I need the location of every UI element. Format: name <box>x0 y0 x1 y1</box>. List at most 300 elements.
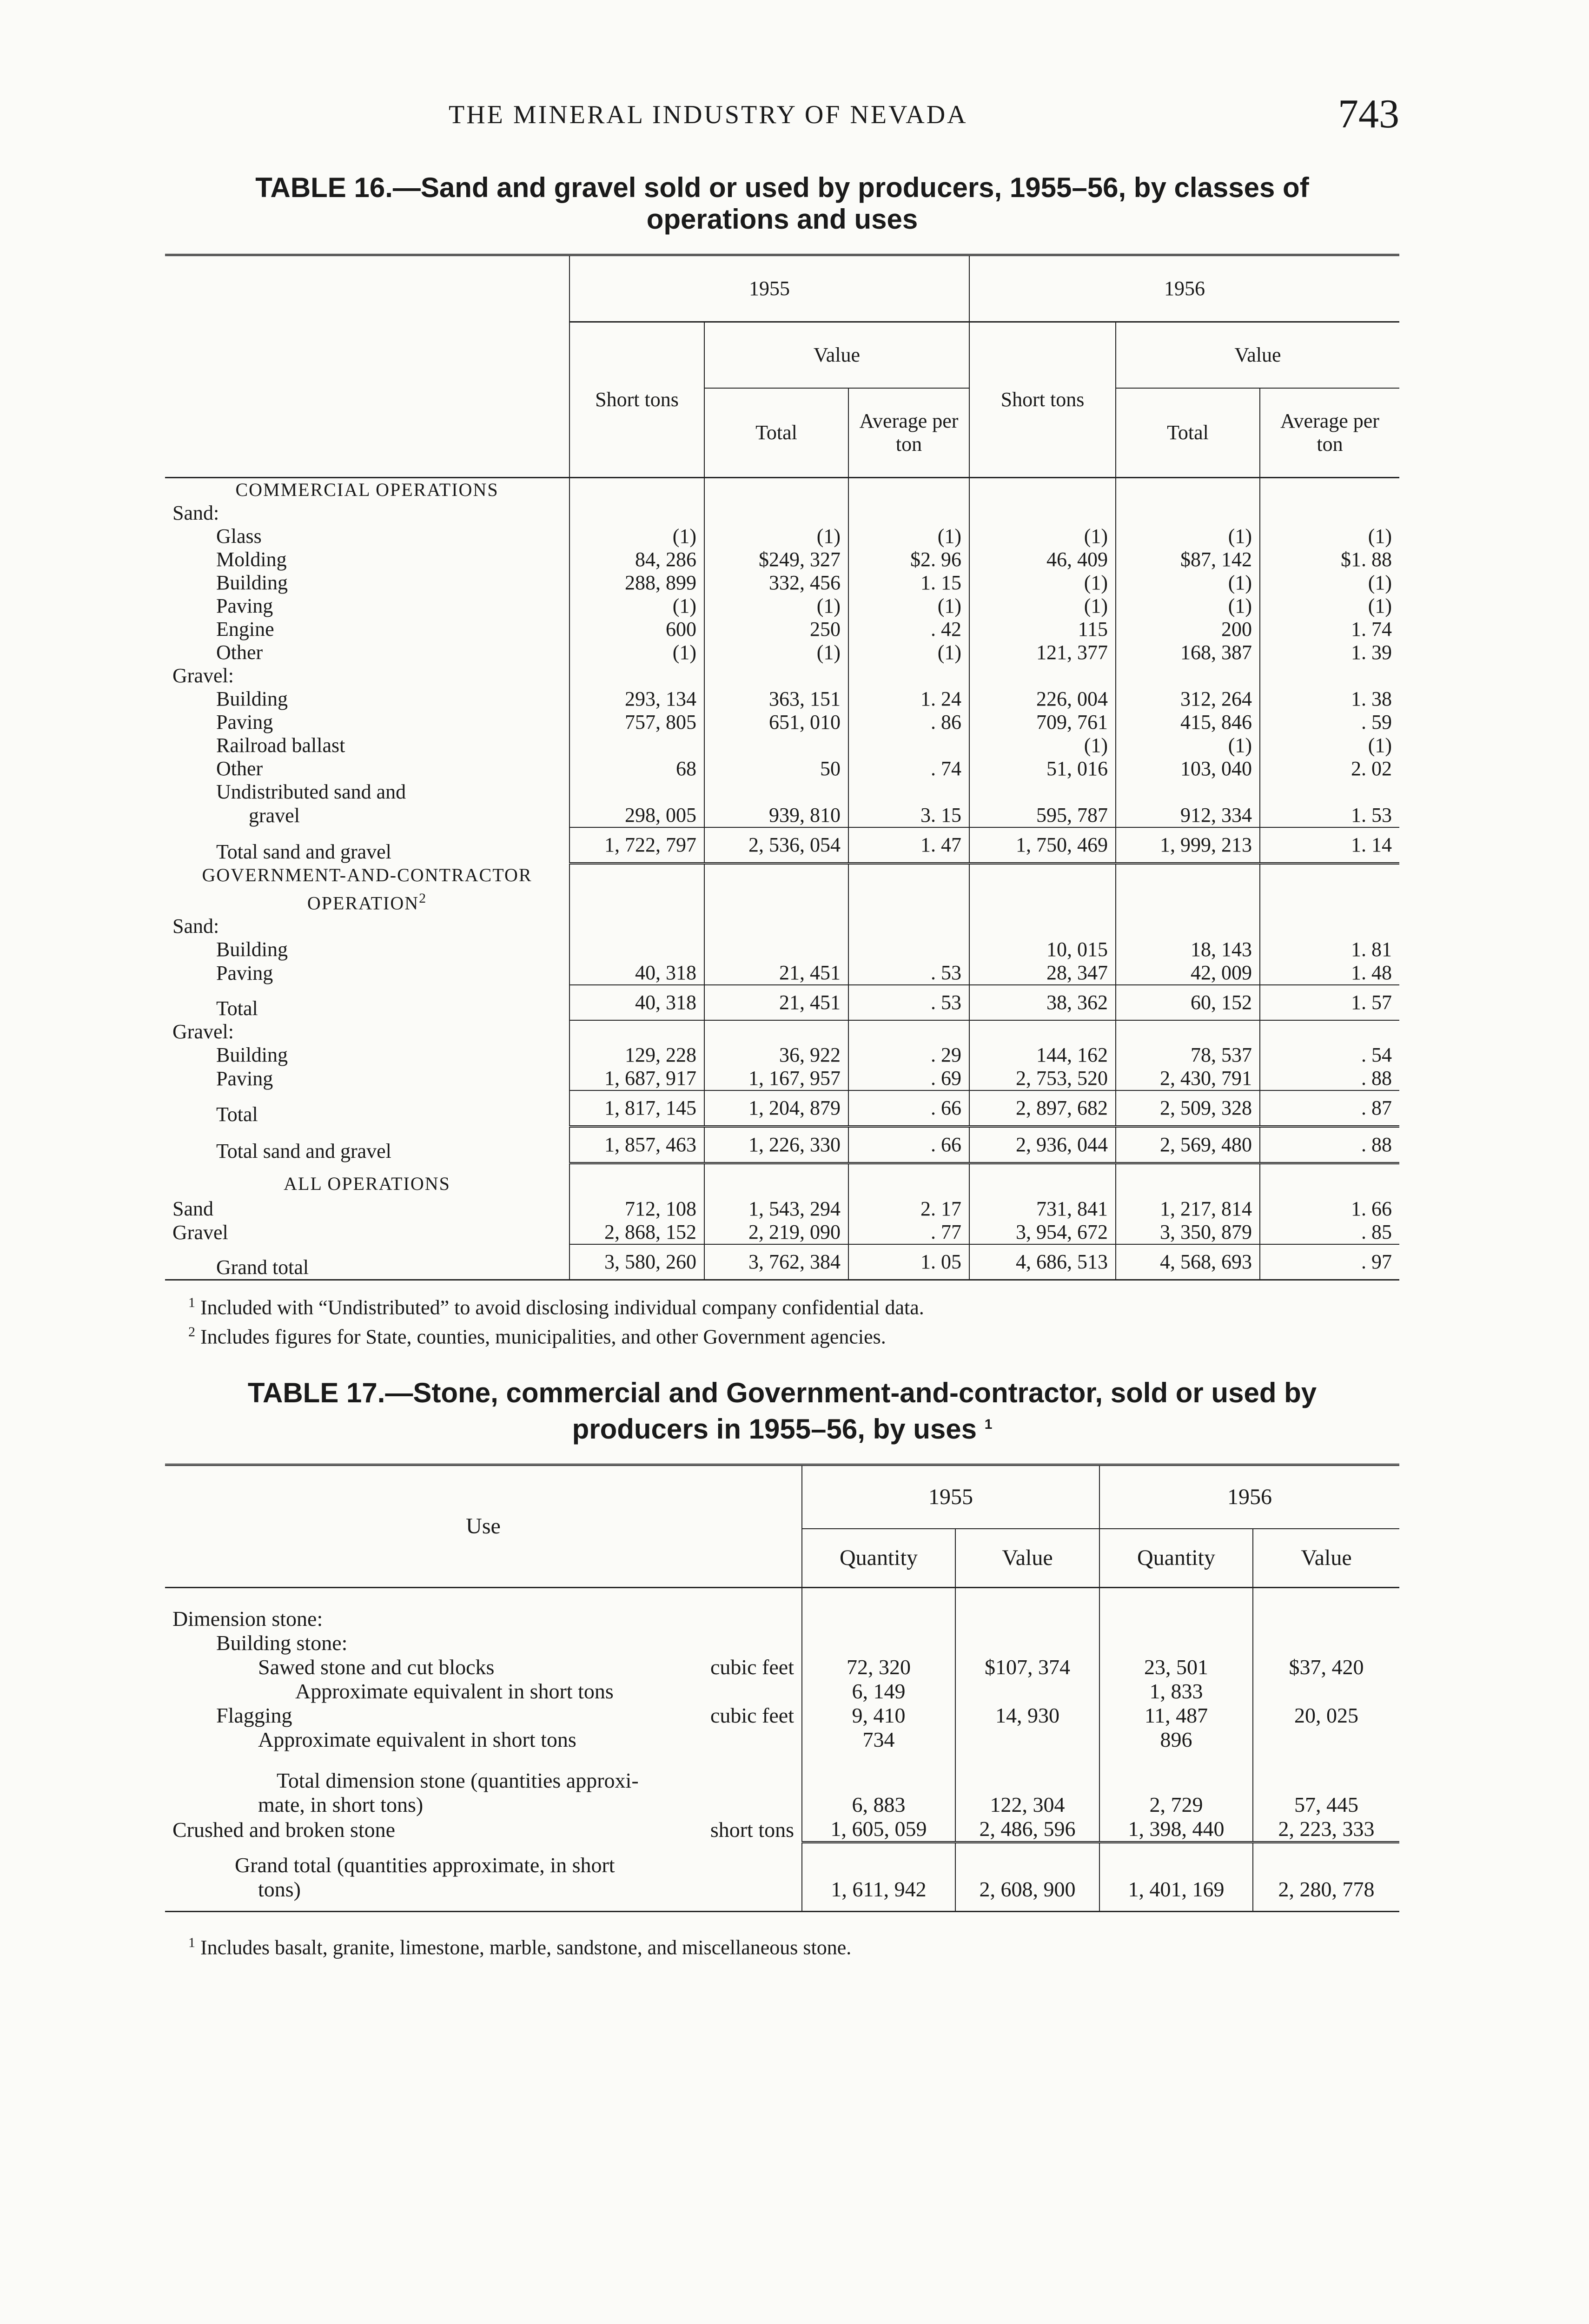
table-cell: 1, 401, 169 <box>1099 1877 1253 1912</box>
table-cell <box>848 938 969 961</box>
section-all-operations <box>165 1163 1399 1197</box>
row-label: Other <box>216 757 263 780</box>
row-label: Building <box>216 687 288 710</box>
table-cell: 6, 149 <box>802 1679 955 1703</box>
table-cell: 1, 722, 797 <box>569 827 704 864</box>
row-label: Building <box>216 1043 288 1066</box>
table-cell: 9, 410 <box>802 1703 955 1728</box>
table17-year-1956: 1956 <box>1099 1465 1399 1529</box>
table-cell <box>1260 780 1399 804</box>
table-cell <box>848 864 969 915</box>
table16-title <box>165 172 1399 235</box>
table-cell: (1) <box>704 525 848 548</box>
table-cell: (1) <box>1116 525 1260 548</box>
row-label: Approximate equivalent in short tons <box>295 1679 614 1703</box>
table-cell: 3, 762, 384 <box>704 1244 848 1280</box>
table-cell: (1) <box>569 594 704 618</box>
table-cell: 2, 729 <box>1099 1793 1253 1817</box>
row-label: Paving <box>216 711 273 733</box>
table-cell <box>569 864 704 915</box>
table16-total-1956: Total <box>1116 388 1260 478</box>
row-label: Undistributed sand and <box>216 780 406 803</box>
table-cell: 1. 14 <box>1260 827 1399 864</box>
table-cell <box>569 915 704 938</box>
table-cell: 939, 810 <box>704 804 848 827</box>
table-row <box>165 734 1399 757</box>
table-cell <box>569 664 704 687</box>
table-row <box>165 548 1399 571</box>
gov-total-row <box>165 1126 1399 1163</box>
row-label: Molding <box>216 548 287 571</box>
table16-avg-1956: Average per ton <box>1260 388 1399 478</box>
table-cell <box>569 1163 704 1197</box>
table-cell <box>802 1631 955 1655</box>
table-cell: 78, 537 <box>1116 1043 1260 1067</box>
grand-total-row <box>165 1244 1399 1280</box>
table-cell: 312, 264 <box>1116 687 1260 711</box>
table-cell: 2, 430, 791 <box>1116 1067 1260 1090</box>
table-cell <box>969 1020 1116 1043</box>
table-cell <box>704 864 848 915</box>
table-row <box>165 1655 1399 1679</box>
table-cell: 912, 334 <box>1116 804 1260 827</box>
table-cell: 1, 226, 330 <box>704 1126 848 1163</box>
table-cell <box>1253 1842 1399 1877</box>
table16-avg-1955: Average per ton <box>848 388 969 478</box>
table-cell <box>1116 864 1260 915</box>
table-cell <box>569 938 704 961</box>
table-row <box>165 1197 1399 1221</box>
row-label: Sawed stone and cut blocks cubic feet <box>258 1655 794 1679</box>
table-cell: . 86 <box>848 711 969 734</box>
table-cell: 4, 686, 513 <box>969 1244 1116 1280</box>
row-label: Total sand and gravel <box>216 1140 391 1163</box>
table-row <box>165 1703 1399 1728</box>
table-cell <box>848 734 969 757</box>
table-cell: $1. 88 <box>1260 548 1399 571</box>
table17-footnotes <box>165 1931 1399 1960</box>
table-row <box>165 1679 1399 1703</box>
table-cell: 1, 687, 917 <box>569 1067 704 1090</box>
section-government <box>165 864 1399 915</box>
table-cell <box>802 1752 955 1793</box>
table-cell: 2, 936, 044 <box>969 1126 1116 1163</box>
table-cell <box>704 1020 848 1043</box>
row-label: Paving <box>216 594 273 617</box>
table-cell: . 42 <box>848 618 969 641</box>
table17-value-1955: Value <box>955 1529 1099 1587</box>
table-cell: 3, 350, 879 <box>1116 1221 1260 1244</box>
row-label: Dimension stone: <box>172 1606 323 1631</box>
table-row <box>165 1752 1399 1793</box>
table-cell: 757, 805 <box>569 711 704 734</box>
row-label: Total dimension stone (quantities approxi- <box>277 1768 639 1792</box>
table-cell <box>1099 1631 1253 1655</box>
table-cell <box>969 664 1116 687</box>
table16-stub-header <box>165 255 569 322</box>
table-cell <box>848 1163 969 1197</box>
table-cell: 2, 897, 682 <box>969 1090 1116 1127</box>
table-cell: 2, 280, 778 <box>1253 1877 1399 1912</box>
table-cell: (1) <box>848 641 969 664</box>
table16-year-1955: 1955 <box>569 255 969 322</box>
table-row <box>165 757 1399 780</box>
table16-title-line2: operations and uses <box>646 204 918 235</box>
table-cell: 72, 320 <box>802 1655 955 1679</box>
table-cell: $37, 420 <box>1253 1655 1399 1679</box>
table-cell <box>1253 1752 1399 1793</box>
table-cell: 129, 228 <box>569 1043 704 1067</box>
table-cell: . 69 <box>848 1067 969 1090</box>
table-cell: (1) <box>704 641 848 664</box>
table-cell: 4, 568, 693 <box>1116 1244 1260 1280</box>
row-label: Paving <box>216 1067 273 1090</box>
row-label: Railroad ballast <box>216 734 345 757</box>
table-cell: 1, 750, 469 <box>969 827 1116 864</box>
table-cell: 103, 040 <box>1116 757 1260 780</box>
table-cell <box>848 1020 969 1043</box>
table-cell: 1. 81 <box>1260 938 1399 961</box>
table-cell: 3, 580, 260 <box>569 1244 704 1280</box>
table-cell: 68 <box>569 757 704 780</box>
row-label: Gravel: <box>172 664 234 687</box>
table-cell: $107, 374 <box>955 1655 1099 1679</box>
table-cell: $2. 96 <box>848 548 969 571</box>
table-cell: (1) <box>1260 525 1399 548</box>
table-row <box>165 594 1399 618</box>
table-cell: 18, 143 <box>1116 938 1260 961</box>
table-cell <box>569 780 704 804</box>
table-cell <box>1260 1020 1399 1043</box>
table-cell: 21, 451 <box>704 961 848 985</box>
table-cell: 84, 286 <box>569 548 704 571</box>
table-cell <box>1099 1587 1253 1631</box>
table-cell: 415, 846 <box>1116 711 1260 734</box>
table-cell <box>955 1842 1099 1877</box>
table-cell: 1, 217, 814 <box>1116 1197 1260 1221</box>
table-cell <box>704 938 848 961</box>
row-label: GOVERNMENT-AND-CONTRACTOR OPERATION$^2$ <box>202 864 532 913</box>
table-cell: 1. 38 <box>1260 687 1399 711</box>
table-row <box>165 780 1399 804</box>
table-cell: 363, 151 <box>704 687 848 711</box>
table-cell: 1, 817, 145 <box>569 1090 704 1127</box>
table-cell: . 66 <box>848 1126 969 1163</box>
row-label: mate, in short tons) <box>258 1792 424 1816</box>
table-cell: 1. 24 <box>848 687 969 711</box>
table-cell <box>969 780 1116 804</box>
running-head-title: THE MINERAL INDUSTRY OF NEVADA <box>449 100 968 129</box>
table-cell: . 77 <box>848 1221 969 1244</box>
table-row <box>165 1631 1399 1655</box>
row-label: tons) <box>165 1877 802 1912</box>
table-row <box>165 961 1399 985</box>
table-cell <box>955 1728 1099 1752</box>
table-cell <box>955 1679 1099 1703</box>
table16-year-1956: 1956 <box>969 255 1399 322</box>
row-label: Sand: <box>172 914 219 938</box>
table-row <box>165 571 1399 594</box>
table16-short-tons-1955: Short tons <box>569 322 704 478</box>
table-cell: 595, 787 <box>969 804 1116 827</box>
table16 <box>165 254 1399 1281</box>
table-cell: 1. 05 <box>848 1244 969 1280</box>
table-cell <box>704 664 848 687</box>
section-commercial-operations: COMMERCIAL OPERATIONS <box>235 479 499 500</box>
table-cell: 250 <box>704 618 848 641</box>
table-cell <box>955 1587 1099 1631</box>
table-cell <box>802 1842 955 1877</box>
table-cell: 46, 409 <box>969 548 1116 571</box>
table-cell: 2, 486, 596 <box>955 1817 1099 1842</box>
table-cell <box>802 1587 955 1631</box>
table-cell <box>969 1163 1116 1197</box>
row-label: Flagging cubic feet <box>216 1703 794 1727</box>
table-cell <box>969 915 1116 938</box>
table-cell: 2, 569, 480 <box>1116 1126 1260 1163</box>
table-cell: 2. 17 <box>848 1197 969 1221</box>
row-label: Grand total (quantities approximate, in short <box>235 1853 615 1877</box>
table-cell: 2, 223, 333 <box>1253 1817 1399 1842</box>
table-cell: 50 <box>704 757 848 780</box>
table-cell: . 66 <box>848 1090 969 1127</box>
table-cell: (1) <box>704 594 848 618</box>
table16-footnote-2: $^2$ Includes figures for State, counties, municipalities, and other Government agencies. <box>188 1324 886 1348</box>
table-cell: . 59 <box>1260 711 1399 734</box>
row-label: Sand <box>172 1197 213 1221</box>
table-cell: 23, 501 <box>1099 1655 1253 1679</box>
table-cell: 2. 02 <box>1260 757 1399 780</box>
table-cell <box>1260 915 1399 938</box>
table-cell <box>969 864 1116 915</box>
table-row <box>165 1728 1399 1752</box>
row-label: Glass <box>216 525 262 548</box>
table-cell: 1, 857, 463 <box>569 1126 704 1163</box>
gov-sand-total-row <box>165 985 1399 1020</box>
table-cell <box>1253 1631 1399 1655</box>
table-cell <box>1253 1679 1399 1703</box>
table-row <box>165 641 1399 664</box>
table-cell: 28, 347 <box>969 961 1116 985</box>
table-row <box>165 525 1399 548</box>
table-row <box>165 618 1399 641</box>
table16-total-1955: Total <box>704 388 848 478</box>
table-cell: . 53 <box>848 961 969 985</box>
row-label: Building stone: <box>216 1631 348 1655</box>
table-cell: 1, 833 <box>1099 1679 1253 1703</box>
table-cell: 42, 009 <box>1116 961 1260 985</box>
table-cell: 10, 015 <box>969 938 1116 961</box>
table-cell <box>704 734 848 757</box>
table17-value-1956: Value <box>1253 1529 1399 1587</box>
table-cell: 734 <box>802 1728 955 1752</box>
table16-footnote-1: $^1$ Included with “Undistributed” to avoid disclosing individual company confidential data. <box>188 1295 924 1319</box>
table-cell: 1. 48 <box>1260 961 1399 985</box>
table-cell <box>1099 1842 1253 1877</box>
table-row <box>165 1221 1399 1244</box>
table-cell <box>955 1752 1099 1793</box>
table-cell <box>704 915 848 938</box>
row-label: Gravel: <box>172 1020 234 1043</box>
table-cell: (1) <box>569 525 704 548</box>
row-label: gravel <box>249 804 300 827</box>
table-row <box>165 1043 1399 1067</box>
table-cell <box>569 734 704 757</box>
table-cell: 1, 999, 213 <box>1116 827 1260 864</box>
row-label: Total <box>216 997 258 1020</box>
table-cell: (1) <box>1260 571 1399 594</box>
table-cell: 121, 377 <box>969 641 1116 664</box>
table-cell: 1, 398, 440 <box>1099 1817 1253 1842</box>
table-cell <box>1116 780 1260 804</box>
sand-label: Sand: <box>172 502 219 524</box>
table-cell: 1. 74 <box>1260 618 1399 641</box>
table-cell: 21, 451 <box>704 985 848 1020</box>
table-row <box>165 1793 1399 1817</box>
table-cell: 288, 899 <box>569 571 704 594</box>
table-cell: . 88 <box>1260 1126 1399 1163</box>
table-cell: 115 <box>969 618 1116 641</box>
table-cell: 709, 761 <box>969 711 1116 734</box>
row-label: Total sand and gravel <box>216 840 391 863</box>
table-cell: 600 <box>569 618 704 641</box>
row-label: Building <box>216 938 288 961</box>
table-cell <box>848 915 969 938</box>
table-cell: 144, 162 <box>969 1043 1116 1067</box>
table-cell: 1. 57 <box>1260 985 1399 1020</box>
table-cell: (1) <box>1260 734 1399 757</box>
table-cell: (1) <box>969 734 1116 757</box>
sand-label <box>165 915 1399 938</box>
gov-gravel-total-row <box>165 1090 1399 1127</box>
table-cell: 226, 004 <box>969 687 1116 711</box>
table-cell: 1. 39 <box>1260 641 1399 664</box>
table-cell: 2, 509, 328 <box>1116 1090 1260 1127</box>
table-cell: (1) <box>1260 594 1399 618</box>
table-cell: 896 <box>1099 1728 1253 1752</box>
gravel-label <box>165 1020 1399 1043</box>
table-cell: 6, 883 <box>802 1793 955 1817</box>
table-cell: 731, 841 <box>969 1197 1116 1221</box>
table-cell: . 87 <box>1260 1090 1399 1127</box>
table-cell: 1, 605, 059 <box>802 1817 955 1842</box>
table-cell: 1, 611, 942 <box>802 1877 955 1912</box>
row-label: Crushed and broken stone short tons <box>172 1818 794 1842</box>
table-cell: 3. 15 <box>848 804 969 827</box>
table17-use-header: Use <box>165 1465 802 1587</box>
table-cell <box>569 1020 704 1043</box>
row-label: Paving <box>216 961 273 984</box>
table-cell <box>1253 1587 1399 1631</box>
table-cell <box>1116 664 1260 687</box>
page <box>165 91 1399 1960</box>
table-cell: 20, 025 <box>1253 1703 1399 1728</box>
table16-short-tons-1956: Short tons <box>969 322 1116 478</box>
row-label: Gravel <box>172 1221 228 1244</box>
table-cell <box>704 780 848 804</box>
table-cell <box>1253 1728 1399 1752</box>
table-cell: 3, 954, 672 <box>969 1221 1116 1244</box>
table-row <box>165 804 1399 827</box>
table-row <box>165 711 1399 734</box>
table-cell: 2, 536, 054 <box>704 827 848 864</box>
table-cell: (1) <box>969 594 1116 618</box>
row-label: Total <box>216 1103 258 1126</box>
commercial-total-row <box>165 827 1399 864</box>
row-label: Grand total <box>165 1244 569 1280</box>
table-cell: 40, 318 <box>569 961 704 985</box>
table17-quantity-1955: Quantity <box>802 1529 955 1587</box>
page-number: 743 <box>1338 92 1399 137</box>
table-cell: . 97 <box>1260 1244 1399 1280</box>
table-cell <box>1260 864 1399 915</box>
running-head <box>165 91 1399 146</box>
table-cell <box>848 780 969 804</box>
table-cell: 1, 204, 879 <box>704 1090 848 1127</box>
table-row <box>165 1067 1399 1090</box>
table-cell <box>1260 664 1399 687</box>
table-cell: (1) <box>848 594 969 618</box>
row-label: Engine <box>216 618 274 640</box>
table-cell <box>1116 915 1260 938</box>
table-cell <box>1260 1163 1399 1197</box>
table-row <box>165 1842 1399 1877</box>
table17-title-line2: producers in 1955–56, by uses $^1$ <box>572 1413 993 1445</box>
table-cell: 651, 010 <box>704 711 848 734</box>
row-label: ALL OPERATIONS <box>284 1173 450 1195</box>
table17-quantity-1956: Quantity <box>1099 1529 1253 1587</box>
table-cell: 2, 219, 090 <box>704 1221 848 1244</box>
table-cell: . 88 <box>1260 1067 1399 1090</box>
table-cell: . 54 <box>1260 1043 1399 1067</box>
table-cell: 2, 608, 900 <box>955 1877 1099 1912</box>
table-cell: 1. 15 <box>848 571 969 594</box>
table17-year-1955: 1955 <box>802 1465 1099 1529</box>
table-cell <box>704 1163 848 1197</box>
table-cell: 298, 005 <box>569 804 704 827</box>
table-cell: 57, 445 <box>1253 1793 1399 1817</box>
table-cell: 712, 108 <box>569 1197 704 1221</box>
table16-value-1955: Value <box>704 322 969 389</box>
table-cell <box>955 1631 1099 1655</box>
table-cell: (1) <box>1116 571 1260 594</box>
row-label: Approximate equivalent in short tons <box>258 1727 576 1751</box>
table-cell: . 53 <box>848 985 969 1020</box>
table-cell: 122, 304 <box>955 1793 1099 1817</box>
table17-title <box>165 1377 1399 1445</box>
table-cell: 2, 868, 152 <box>569 1221 704 1244</box>
table17-footnote-1: $^1$ Includes basalt, granite, limestone, marble, sandstone, and miscellaneous stone. <box>188 1935 852 1959</box>
table-row <box>165 687 1399 711</box>
table-row <box>165 1587 1399 1631</box>
table-cell: (1) <box>969 571 1116 594</box>
table-cell: 2, 753, 520 <box>969 1067 1116 1090</box>
table-row <box>165 938 1399 961</box>
table-cell <box>1116 1020 1260 1043</box>
table-cell <box>848 664 969 687</box>
row-label: Other <box>216 641 263 664</box>
table-cell: 200 <box>1116 618 1260 641</box>
table-cell: 168, 387 <box>1116 641 1260 664</box>
table-cell: 51, 016 <box>969 757 1116 780</box>
table-cell: 293, 134 <box>569 687 704 711</box>
table-cell <box>1099 1752 1253 1793</box>
table16-title-line1: TABLE 16.—Sand and gravel sold or used by producers, 1955–56, by classes of <box>255 172 1309 203</box>
table-cell: 40, 318 <box>569 985 704 1020</box>
table-cell: 14, 930 <box>955 1703 1099 1728</box>
table-cell: 36, 922 <box>704 1043 848 1067</box>
table17-title-line1: TABLE 17.—Stone, commercial and Government-and-contractor, sold or used by <box>247 1377 1317 1408</box>
